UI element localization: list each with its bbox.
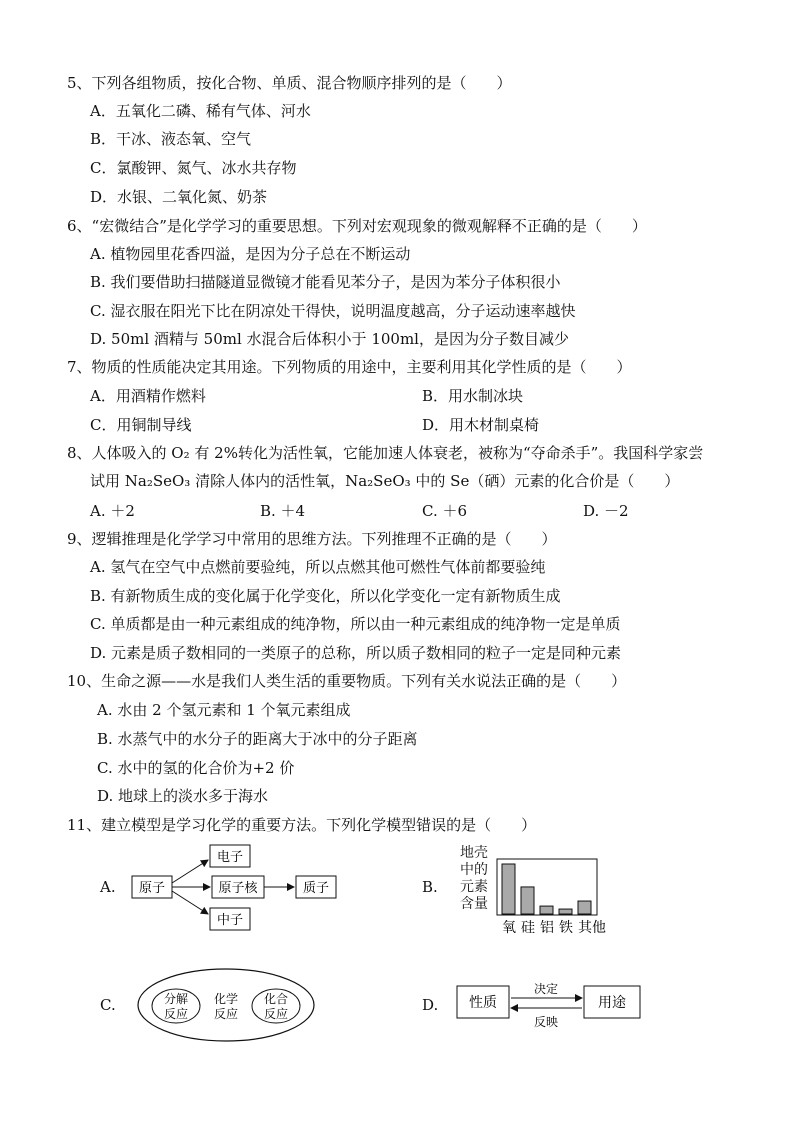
q9-option-d: D. 元素是质子数相同的一类原子的总称，所以质子数相同的粒子一定是同种元素 xyxy=(90,644,622,662)
ylabel-line-4: 含量 xyxy=(460,896,488,912)
q8-stem-line2: 试用 Na₂SeO₃ 清除人体内的活性氧，Na₂SeO₃ 中的 Se（硒）元素的化合价是（ ） xyxy=(90,472,680,490)
q7-option-b: B．用水制冰块 xyxy=(422,387,524,405)
property-use-diagram xyxy=(454,976,644,1032)
reaction-classification-diagram xyxy=(134,965,324,1047)
q10-option-c: C. 水中的氢的化合价为+2 价 xyxy=(97,759,295,777)
nucleus-label: 原子核 xyxy=(218,881,258,896)
decomposition-line1: 分解 xyxy=(163,992,189,1006)
q5-stem: 5、下列各组物质，按化合物、单质、混合物顺序排列的是（ ） xyxy=(67,74,512,92)
q11-label-d: D. xyxy=(422,996,439,1014)
q6-option-b: B. 我们要借助扫描隧道显微镜才能看见苯分子，是因为苯分子体积很小 xyxy=(90,273,561,291)
q10-option-a: A. 水由 2 个氢元素和 1 个氧元素组成 xyxy=(97,701,351,719)
q6-stem: 6、“宏微结合”是化学学习的重要思想。下列对宏观现象的微观解释不正确的是（ ） xyxy=(67,217,647,235)
q7-option-c: C．用铜制导线 xyxy=(90,416,192,434)
q10-stem: 10、生命之源——水是我们人类生活的重要物质。下列有关水说法正确的是（ ） xyxy=(67,672,627,690)
q7-stem: 7、物质的性质能决定其用途。下列物质的用途中，主要利用其化学性质的是（ ） xyxy=(67,358,632,376)
q9-option-c: C. 单质都是由一种元素组成的纯净物，所以由一种元素组成的纯净物一定是单质 xyxy=(90,615,621,633)
category-label-4: 其他 xyxy=(578,920,606,936)
use-label: 用途 xyxy=(598,995,626,1011)
ylabel-line-1: 地壳 xyxy=(460,845,488,861)
chemical-line1: 化学 xyxy=(213,992,239,1006)
q9-option-b: B. 有新物质生成的变化属于化学变化，所以化学变化一定有新物质生成 xyxy=(90,587,561,605)
chemical-line2: 反应 xyxy=(213,1007,239,1021)
q8-option-c: C. ＋6 xyxy=(422,502,468,520)
crust-chart-ylabel xyxy=(454,845,494,913)
q6-option-d: D. 50ml 酒精与 50ml 水混合后体积小于 100ml，是因为分子数目减少 xyxy=(90,330,569,348)
q8-option-d: D. －2 xyxy=(583,502,629,520)
q5-option-d: D．水银、二氧化氮、奶茶 xyxy=(90,188,268,206)
arrow-to-neutron xyxy=(172,891,208,914)
q11-stem: 11、建立模型是学习化学的重要方法。下列化学模型错误的是（ ） xyxy=(67,816,537,834)
electron-label: 电子 xyxy=(216,850,244,865)
category-label-0: 氧 xyxy=(502,920,516,936)
q9-stem: 9、逻辑推理是化学学习中常用的思维方法。下列推理不正确的是（ ） xyxy=(67,530,557,548)
bar-0 xyxy=(502,864,515,914)
arrow-to-electron xyxy=(172,860,208,883)
q8-stem-line1: 8、人体吸入的 O₂ 有 2%转化为活性氧，它能加速人体衰老，被称为“夺命杀手”。我国科学家尝 xyxy=(67,444,704,462)
q11-label-b: B. xyxy=(422,878,438,896)
q6-option-c: C. 湿衣服在阳光下比在阴凉处干得快，说明温度越高，分子运动速率越快 xyxy=(90,302,576,320)
q11-label-a: A. xyxy=(100,878,116,896)
combination-line1: 化合 xyxy=(263,992,289,1006)
category-label-1: 硅 xyxy=(521,920,535,936)
q9-option-a: A. 氢气在空气中点燃前要验纯，所以点燃其他可燃性气体前都要验纯 xyxy=(90,558,546,576)
bar-3 xyxy=(559,909,572,914)
determines-label: 决定 xyxy=(533,982,559,996)
q5-option-c: C．氯酸钾、氮气、冰水共存物 xyxy=(90,159,297,177)
q7-option-a: A．用酒精作燃料 xyxy=(90,387,206,405)
category-label-3: 铁 xyxy=(559,920,573,936)
q10-option-b: B. 水蒸气中的水分子的距离大于冰中的分子距离 xyxy=(97,730,418,748)
q5-option-a: A．五氧化二磷、稀有气体、河水 xyxy=(90,102,311,120)
q8-option-b: B. ＋4 xyxy=(260,502,306,520)
ylabel-line-3: 元素 xyxy=(460,879,488,895)
q7-option-d: D．用木材制桌椅 xyxy=(422,416,540,434)
q11-label-c: C. xyxy=(100,996,116,1014)
reflects-label: 反映 xyxy=(533,1015,559,1029)
category-label-2: 铝 xyxy=(540,920,554,936)
ylabel-line-2: 中的 xyxy=(460,862,488,878)
bar-2 xyxy=(540,906,553,914)
atom-label: 原子 xyxy=(138,881,166,896)
crust-element-chart xyxy=(496,858,606,938)
q8-option-a: A. ＋2 xyxy=(90,502,135,520)
neutron-label: 中子 xyxy=(216,913,244,928)
bar-4 xyxy=(578,901,591,914)
atom-structure-diagram xyxy=(128,838,368,938)
proton-label: 质子 xyxy=(302,881,330,896)
q5-option-b: B．干冰、液态氧、空气 xyxy=(90,130,252,148)
decomposition-line2: 反应 xyxy=(163,1007,189,1021)
q10-option-d: D. 地球上的淡水多于海水 xyxy=(97,787,269,805)
bar-1 xyxy=(521,887,534,914)
q6-option-a: A. 植物园里花香四溢，是因为分子总在不断运动 xyxy=(90,245,411,263)
combination-line2: 反应 xyxy=(263,1007,289,1021)
property-label: 性质 xyxy=(469,995,497,1011)
